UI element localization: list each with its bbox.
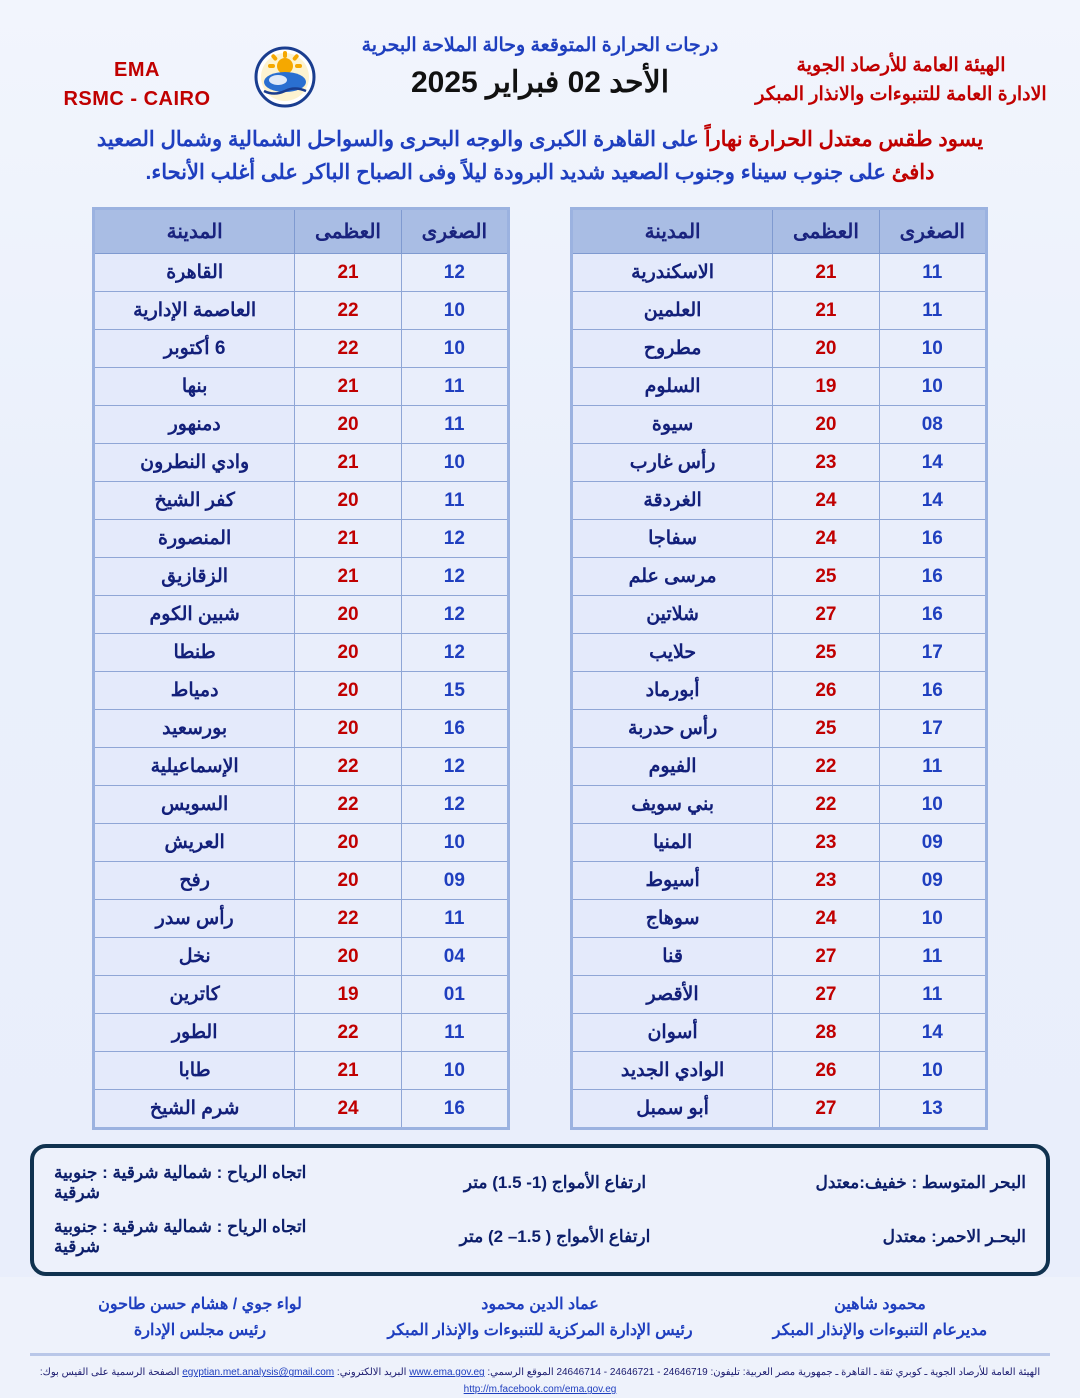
cell-city-name: مطروح xyxy=(572,330,773,368)
cell-max-temp: 27 xyxy=(773,976,879,1014)
cell-max-temp: 21 xyxy=(295,368,401,406)
table-row xyxy=(94,482,509,520)
temperature-table-right xyxy=(92,207,510,1130)
cell-city-name: كفر الشيخ xyxy=(94,482,295,520)
table-row xyxy=(572,1052,987,1090)
cell-max-temp: 27 xyxy=(773,938,879,976)
signature-1-title: مديرعام التنبوءات والإنذار المبكر xyxy=(772,1321,988,1339)
cell-max-temp: 22 xyxy=(295,900,401,938)
cell-city-name: كاترين xyxy=(94,976,295,1014)
cell-max-temp: 24 xyxy=(295,1090,401,1129)
summary-line-2-red: دافئ xyxy=(891,160,935,184)
table-header-row xyxy=(94,209,509,254)
sea-name-red-sea: البحـر الاحمر: معتدل xyxy=(882,1227,1026,1247)
cell-city-name: الفيوم xyxy=(572,748,773,786)
cell-max-temp: 28 xyxy=(773,1014,879,1052)
table-row xyxy=(572,710,987,748)
cell-min-temp: 10 xyxy=(401,444,508,482)
table-row xyxy=(572,1090,987,1129)
table-row xyxy=(94,558,509,596)
temperature-tables xyxy=(0,207,1080,1130)
cell-min-temp: 15 xyxy=(401,672,508,710)
cell-city-name: الوادي الجديد xyxy=(572,1052,773,1090)
cell-max-temp: 20 xyxy=(773,406,879,444)
cell-max-temp: 22 xyxy=(295,748,401,786)
cell-min-temp: 10 xyxy=(879,1052,986,1090)
cell-min-temp: 14 xyxy=(879,1014,986,1052)
table-row xyxy=(572,862,987,900)
cell-max-temp: 26 xyxy=(773,672,879,710)
footer-mail-label: البريد الالكتروني: xyxy=(336,1367,407,1379)
cell-city-name: بورسعيد xyxy=(94,710,295,748)
cell-min-temp: 11 xyxy=(401,406,508,444)
summary-line-2 xyxy=(34,157,1046,190)
cell-max-temp: 22 xyxy=(295,786,401,824)
cell-min-temp: 01 xyxy=(401,976,508,1014)
cell-min-temp: 08 xyxy=(879,406,986,444)
cell-min-temp: 11 xyxy=(401,900,508,938)
cell-min-temp: 10 xyxy=(879,786,986,824)
cell-min-temp: 16 xyxy=(879,520,986,558)
table-row xyxy=(572,938,987,976)
cell-max-temp: 23 xyxy=(773,444,879,482)
cell-min-temp: 16 xyxy=(879,558,986,596)
table-row xyxy=(94,406,509,444)
sea-wind-mediterranean: اتجاه الرياح : شمالية شرقية : جنوبية شرقية xyxy=(54,1163,307,1203)
ema-rsmc-label xyxy=(22,56,252,114)
cell-city-name: الإسماعيلية xyxy=(94,748,295,786)
cell-max-temp: 25 xyxy=(773,634,879,672)
cell-min-temp: 12 xyxy=(401,558,508,596)
footer-website-link[interactable]: www.ema.gov.eg xyxy=(409,1367,485,1379)
signature-1 xyxy=(720,1292,1040,1343)
table-row xyxy=(572,672,987,710)
cell-city-name: المنصورة xyxy=(94,520,295,558)
cell-min-temp: 14 xyxy=(879,444,986,482)
cell-city-name: قنا xyxy=(572,938,773,976)
bulletin-date: الأحد 02 فبراير 2025 xyxy=(410,66,670,99)
cell-city-name: دمياط xyxy=(94,672,295,710)
cell-city-name: سيوة xyxy=(572,406,773,444)
cell-city-name: رفح xyxy=(94,862,295,900)
cell-max-temp: 21 xyxy=(773,292,879,330)
cell-min-temp: 10 xyxy=(401,824,508,862)
summary-line-1-red: يسود طقس معتدل الحرارة نهاراً xyxy=(704,128,984,151)
bulletin-title: درجات الحرارة المتوقعة وحالة الملاحة البحرية xyxy=(361,35,719,56)
cell-city-name: رأس حدربة xyxy=(572,710,773,748)
header-city: المدينة xyxy=(94,209,295,254)
cell-min-temp: 12 xyxy=(401,596,508,634)
cell-city-name: أسوان xyxy=(572,1014,773,1052)
cell-max-temp: 25 xyxy=(773,710,879,748)
table-row xyxy=(94,330,509,368)
table-row xyxy=(572,900,987,938)
forecast-summary xyxy=(34,124,1046,189)
cell-max-temp: 23 xyxy=(773,862,879,900)
table-row xyxy=(572,444,987,482)
table-row xyxy=(572,976,987,1014)
cell-min-temp: 16 xyxy=(879,596,986,634)
cell-max-temp: 22 xyxy=(773,748,879,786)
cell-min-temp: 17 xyxy=(879,634,986,672)
cell-city-name: سوهاج xyxy=(572,900,773,938)
table-row xyxy=(572,558,987,596)
cell-max-temp: 26 xyxy=(773,1052,879,1090)
cell-max-temp: 24 xyxy=(773,520,879,558)
cell-max-temp: 22 xyxy=(295,330,401,368)
header-city: المدينة xyxy=(572,209,773,254)
cell-min-temp: 11 xyxy=(879,254,986,292)
table-row xyxy=(94,938,509,976)
cell-min-temp: 11 xyxy=(401,482,508,520)
organization-line-1: الهيئة العامة للأرصاد الجوية xyxy=(796,55,1006,76)
sea-name-mediterranean: البحر المتوسط : خفيف:معتدل xyxy=(815,1173,1026,1193)
table-row xyxy=(572,824,987,862)
table-row xyxy=(94,444,509,482)
cell-city-name: رأس سدر xyxy=(94,900,295,938)
signature-1-name: محمود شاهين xyxy=(834,1296,926,1314)
sea-waves-mediterranean: ارتفاع الأمواج (1- 1.5) متر xyxy=(463,1173,647,1193)
summary-line-2-blue: على جنوب سيناء وجنوب الصعيد شديد البرودة ليلاً وفى الصباح الباكر على أغلب الأنحاء. xyxy=(145,160,886,184)
cell-min-temp: 09 xyxy=(879,824,986,862)
table-row xyxy=(572,292,987,330)
cell-max-temp: 24 xyxy=(773,482,879,520)
table-row xyxy=(572,406,987,444)
table-row xyxy=(94,368,509,406)
cell-city-name: حلايب xyxy=(572,634,773,672)
signature-2 xyxy=(380,1292,700,1343)
page-footer xyxy=(0,1364,1080,1398)
table-row xyxy=(94,1052,509,1090)
footer-line-contact xyxy=(0,1364,1080,1381)
table-row xyxy=(94,748,509,786)
table-row xyxy=(572,748,987,786)
signature-2-title: رئيس الإدارة المركزية للتنبوءات والإنذار المبكر xyxy=(387,1321,693,1339)
table-row xyxy=(94,634,509,672)
cell-min-temp: 13 xyxy=(879,1090,986,1129)
cell-max-temp: 24 xyxy=(773,900,879,938)
cell-city-name: أسيوط xyxy=(572,862,773,900)
table-row xyxy=(572,786,987,824)
table-row xyxy=(572,596,987,634)
signature-2-name: عماد الدين محمود xyxy=(481,1296,599,1314)
cell-min-temp: 09 xyxy=(879,862,986,900)
table-row xyxy=(94,520,509,558)
cell-max-temp: 20 xyxy=(773,330,879,368)
cell-min-temp: 17 xyxy=(879,710,986,748)
cell-city-name: مرسى علم xyxy=(572,558,773,596)
ema-logo-icon xyxy=(248,46,322,108)
cell-max-temp: 20 xyxy=(295,710,401,748)
cell-city-name: طابا xyxy=(94,1052,295,1090)
table-row xyxy=(94,710,509,748)
cell-city-name: الاسكندرية xyxy=(572,254,773,292)
footer-facebook-link[interactable]: http://m.facebook.com/ema.gov.eg xyxy=(463,1384,617,1396)
cell-min-temp: 09 xyxy=(401,862,508,900)
table-row xyxy=(94,1014,509,1052)
sea-conditions-box xyxy=(30,1144,1050,1276)
cell-min-temp: 11 xyxy=(879,292,986,330)
cell-city-name: أبو سمبل xyxy=(572,1090,773,1129)
cell-city-name: شلاتين xyxy=(572,596,773,634)
cell-max-temp: 21 xyxy=(295,254,401,292)
table-row xyxy=(94,596,509,634)
table-row xyxy=(94,1090,509,1129)
sea-waves-red-sea: ارتفاع الأمواج ( 1.5– 2) متر xyxy=(459,1227,651,1247)
cell-min-temp: 10 xyxy=(879,900,986,938)
table-row xyxy=(94,976,509,1014)
cell-min-temp: 10 xyxy=(401,292,508,330)
cell-min-temp: 10 xyxy=(879,368,986,406)
header-min: الصغرى xyxy=(879,209,986,254)
cell-city-name: شبين الكوم xyxy=(94,596,295,634)
cell-min-temp: 11 xyxy=(879,748,986,786)
cell-city-name: القاهرة xyxy=(94,254,295,292)
table-row xyxy=(572,330,987,368)
cell-min-temp: 16 xyxy=(879,672,986,710)
sea-row-red-sea xyxy=(50,1210,1030,1264)
header-max: العظمى xyxy=(773,209,879,254)
cell-max-temp: 20 xyxy=(295,634,401,672)
cell-max-temp: 20 xyxy=(295,406,401,444)
signatures xyxy=(40,1292,1040,1343)
cell-city-name: بنها xyxy=(94,368,295,406)
cell-max-temp: 22 xyxy=(295,292,401,330)
cell-max-temp: 20 xyxy=(295,824,401,862)
table-row xyxy=(572,1014,987,1052)
cell-max-temp: 23 xyxy=(773,824,879,862)
table-row xyxy=(94,786,509,824)
signature-3-title: رئيس مجلس الإدارة xyxy=(133,1321,267,1339)
header-min: الصغرى xyxy=(401,209,508,254)
table-row xyxy=(94,862,509,900)
cell-min-temp: 12 xyxy=(401,520,508,558)
cell-max-temp: 22 xyxy=(773,786,879,824)
footer-email-link[interactable]: egyptian.met.analysis@gmail.com xyxy=(182,1367,335,1379)
summary-line-1 xyxy=(34,124,1046,157)
ema-label: EMA xyxy=(114,59,160,81)
table-row xyxy=(94,254,509,292)
cell-max-temp: 19 xyxy=(773,368,879,406)
cell-min-temp: 04 xyxy=(401,938,508,976)
page-header xyxy=(0,0,1080,118)
cell-city-name: العلمين xyxy=(572,292,773,330)
cell-min-temp: 16 xyxy=(401,710,508,748)
cell-min-temp: 11 xyxy=(879,938,986,976)
table-row xyxy=(572,368,987,406)
bulletin-title-block xyxy=(320,34,760,100)
cell-max-temp: 25 xyxy=(773,558,879,596)
cell-city-name: بني سويف xyxy=(572,786,773,824)
cell-max-temp: 22 xyxy=(295,1014,401,1052)
cell-max-temp: 21 xyxy=(773,254,879,292)
cell-city-name: المنيا xyxy=(572,824,773,862)
cell-city-name: سفاجا xyxy=(572,520,773,558)
cell-max-temp: 20 xyxy=(295,596,401,634)
cell-max-temp: 21 xyxy=(295,520,401,558)
cell-max-temp: 21 xyxy=(295,444,401,482)
cell-min-temp: 12 xyxy=(401,254,508,292)
cell-max-temp: 19 xyxy=(295,976,401,1014)
signature-3-name: لواء جوي / هشام حسن طاحون xyxy=(98,1296,302,1314)
table-row xyxy=(572,254,987,292)
cell-city-name: السلوم xyxy=(572,368,773,406)
summary-line-1-blue: على القاهرة الكبرى والوجه البحرى والسواحل الشمالية وشمال الصعيد xyxy=(96,128,699,151)
sea-row-mediterranean xyxy=(50,1156,1030,1210)
table-row xyxy=(572,634,987,672)
cell-max-temp: 20 xyxy=(295,862,401,900)
cell-city-name: الطور xyxy=(94,1014,295,1052)
footer-line-facebook xyxy=(0,1381,1080,1398)
cell-city-name: الغردقة xyxy=(572,482,773,520)
cell-city-name: دمنهور xyxy=(94,406,295,444)
cell-city-name: رأس غارب xyxy=(572,444,773,482)
cell-city-name: العريش xyxy=(94,824,295,862)
table-row xyxy=(572,482,987,520)
cell-min-temp: 12 xyxy=(401,634,508,672)
rsmc-label: RSMC - CAIRO xyxy=(63,88,211,110)
table-row xyxy=(572,520,987,558)
cell-city-name: الأقصر xyxy=(572,976,773,1014)
cell-city-name: نخل xyxy=(94,938,295,976)
cell-max-temp: 20 xyxy=(295,672,401,710)
cell-min-temp: 16 xyxy=(401,1090,508,1129)
cell-min-temp: 14 xyxy=(879,482,986,520)
cell-city-name: السويس xyxy=(94,786,295,824)
footer-facebook-label: الصفحة الرسمية على الفيس بوك: xyxy=(39,1367,180,1379)
footer-divider xyxy=(30,1353,1050,1356)
sea-wind-red-sea: اتجاه الرياح : شمالية شرقية : جنوبية شرقية xyxy=(54,1217,307,1257)
cell-city-name: شرم الشيخ xyxy=(94,1090,295,1129)
cell-city-name: أبورماد xyxy=(572,672,773,710)
cell-city-name: طنطا xyxy=(94,634,295,672)
cell-min-temp: 12 xyxy=(401,748,508,786)
table-row xyxy=(94,900,509,938)
cell-max-temp: 20 xyxy=(295,482,401,520)
organization-name xyxy=(736,52,1066,109)
cell-city-name: الزقازيق xyxy=(94,558,295,596)
table-row xyxy=(94,292,509,330)
cell-city-name: العاصمة الإدارية xyxy=(94,292,295,330)
organization-line-2: الادارة العامة للتنبوءات والانذار المبكر xyxy=(755,83,1047,105)
cell-max-temp: 27 xyxy=(773,596,879,634)
temperature-table-left xyxy=(570,207,988,1130)
cell-max-temp: 27 xyxy=(773,1090,879,1129)
cell-max-temp: 21 xyxy=(295,1052,401,1090)
table-header-row xyxy=(572,209,987,254)
table-row xyxy=(94,672,509,710)
footer-address: الهيئة العامة للأرصاد الجوية ـ كوبري ثقة ـ القاهرة ـ جمهورية مصر العربية: تليفون: 24646719 - 24646721 - 24646714 الموقع الرسمي: xyxy=(487,1367,1041,1379)
cell-min-temp: 10 xyxy=(401,330,508,368)
header-max: العظمى xyxy=(295,209,401,254)
cell-min-temp: 10 xyxy=(879,330,986,368)
signature-3 xyxy=(40,1292,360,1343)
cell-city-name: وادي النطرون xyxy=(94,444,295,482)
cell-city-name: 6 أكتوبر xyxy=(94,330,295,368)
table-row xyxy=(94,824,509,862)
cell-min-temp: 11 xyxy=(401,1014,508,1052)
cell-min-temp: 11 xyxy=(879,976,986,1014)
cell-min-temp: 10 xyxy=(401,1052,508,1090)
cell-min-temp: 11 xyxy=(401,368,508,406)
cell-max-temp: 20 xyxy=(295,938,401,976)
cell-max-temp: 21 xyxy=(295,558,401,596)
cell-min-temp: 12 xyxy=(401,786,508,824)
